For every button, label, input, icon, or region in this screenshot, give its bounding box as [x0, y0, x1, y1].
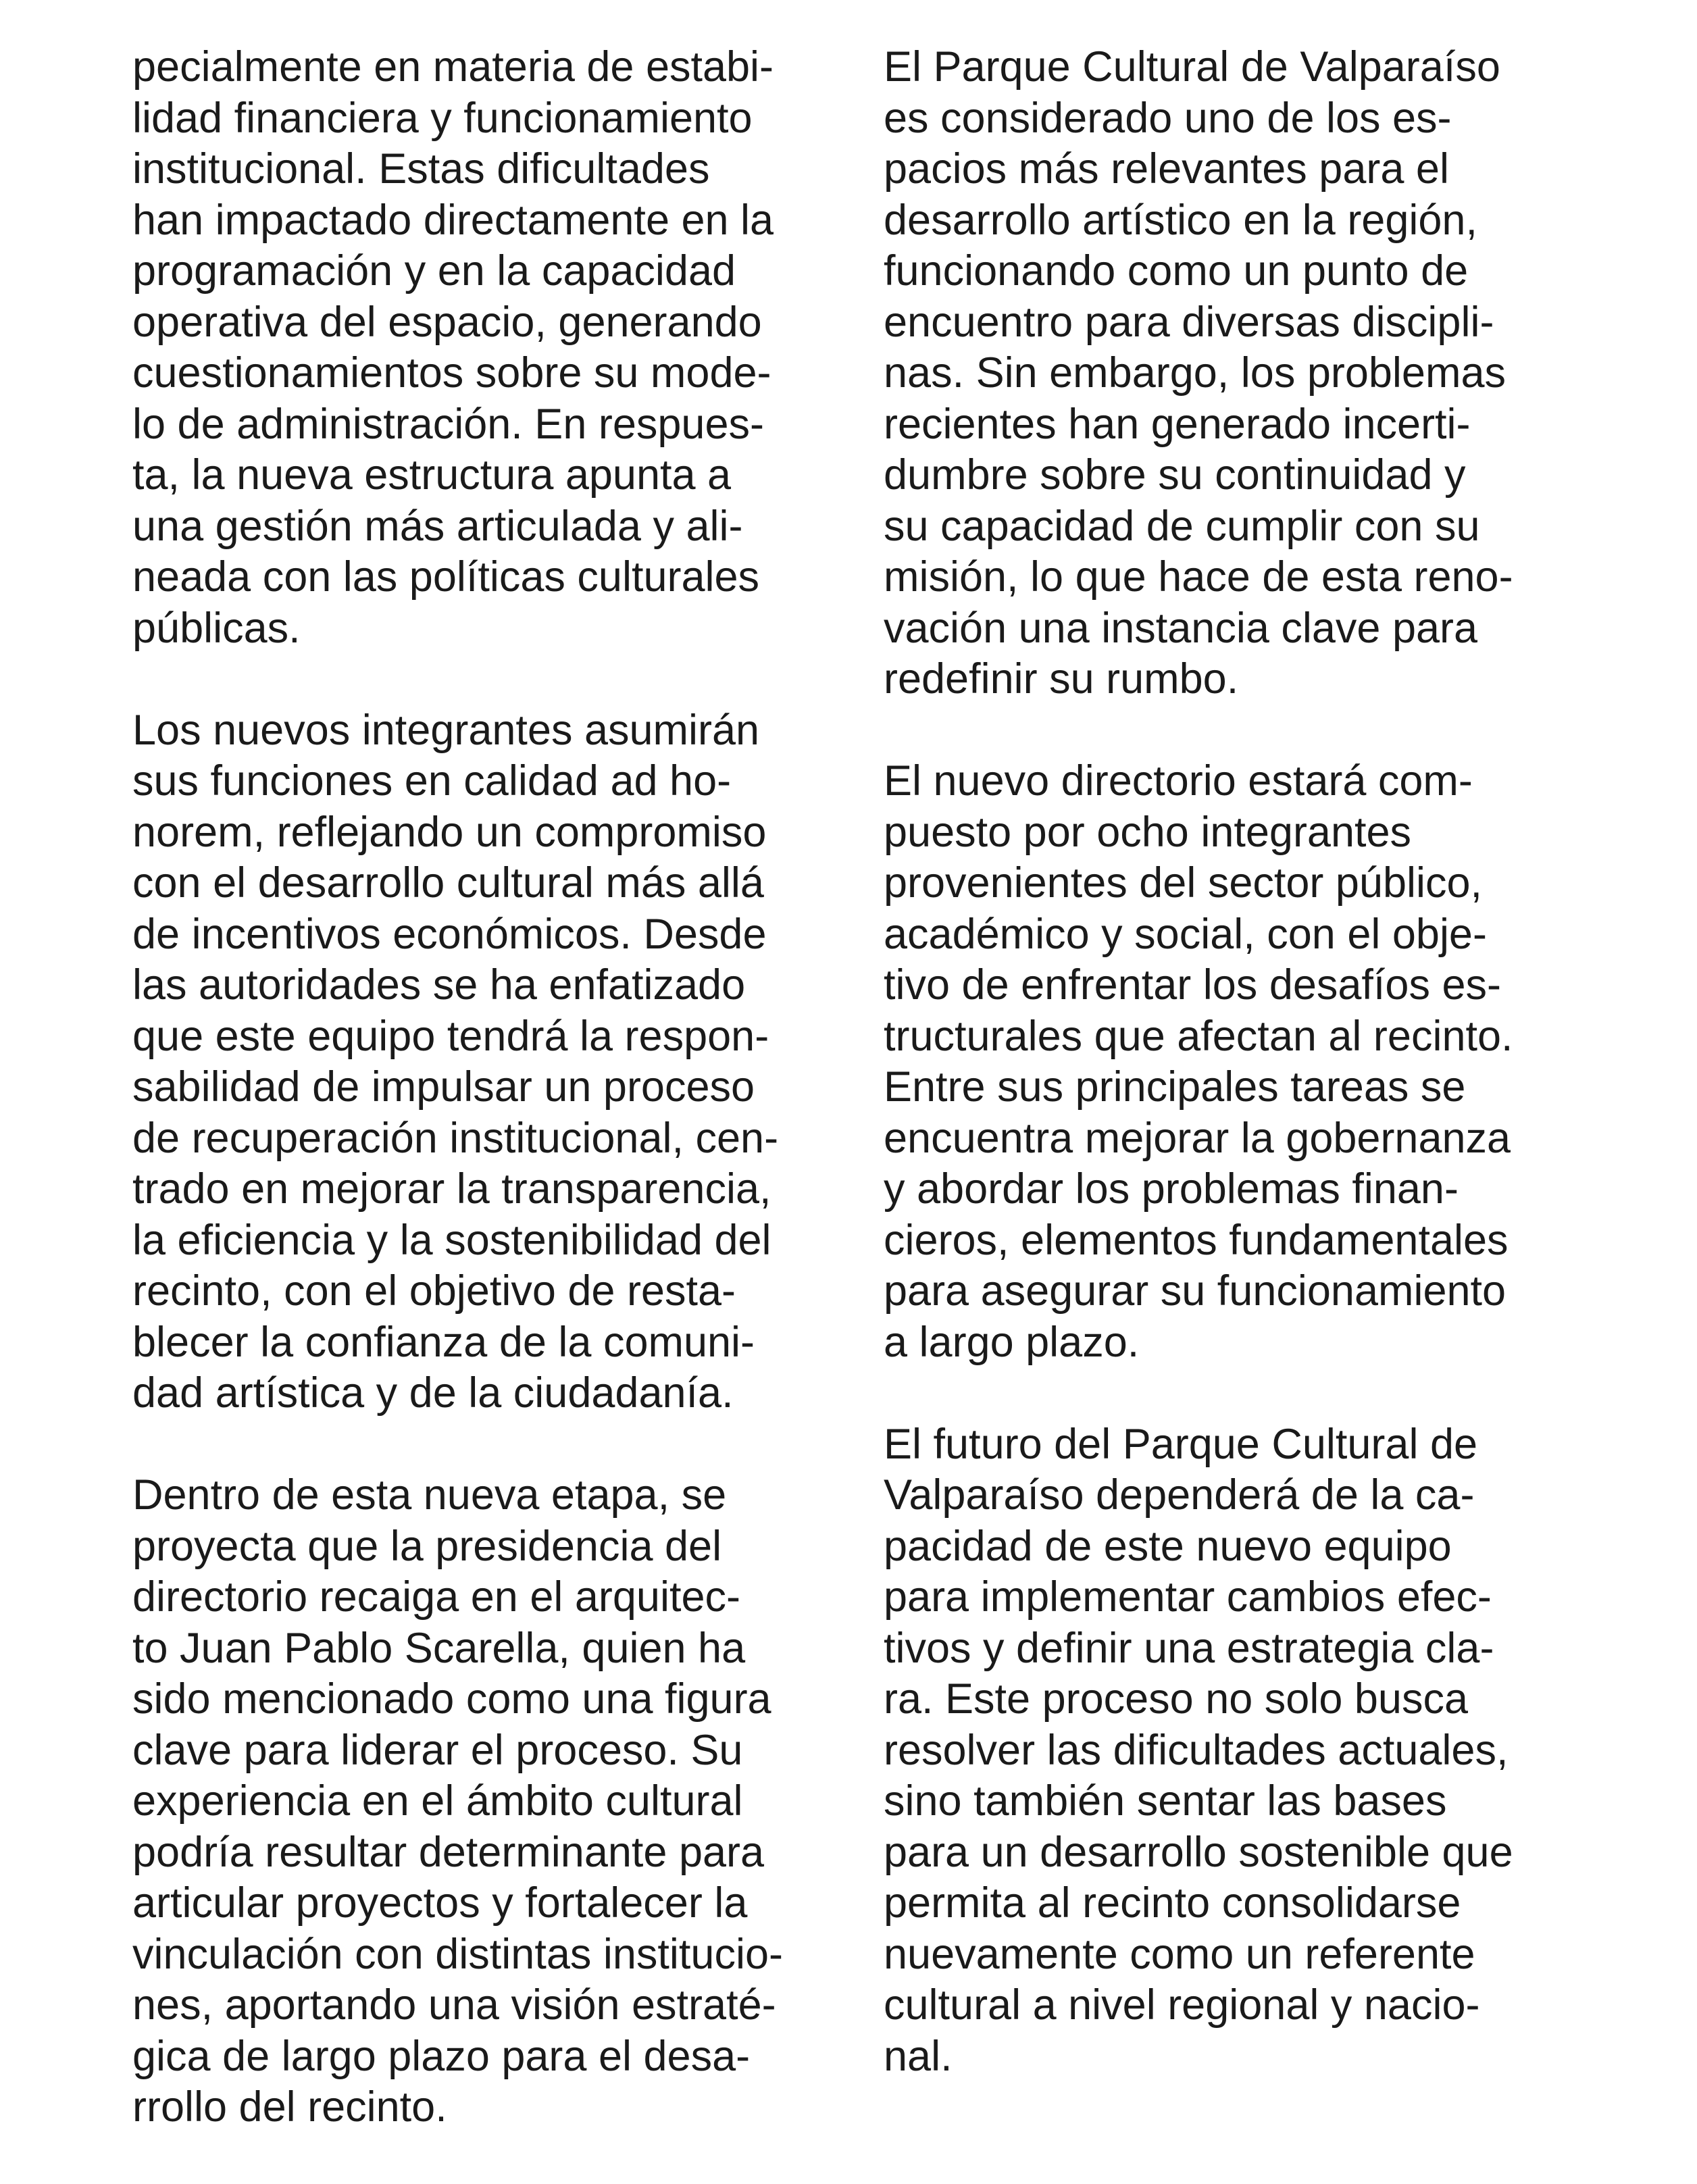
text-line: ta, la nueva estructura apunta a [132, 451, 732, 499]
text-line: vinculación con distintas institucio- [132, 1930, 783, 1978]
text-line: académico y social, con el obje- [884, 910, 1487, 958]
text-line: encuentro para diversas discipli- [884, 298, 1494, 346]
text-line: tivos y definir una estrategia cla- [884, 1624, 1494, 1672]
text-line: sido mencionado como una figura [132, 1675, 771, 1723]
text-line: han impactado directamente en la [132, 196, 774, 244]
paragraph [884, 756, 1586, 1368]
text-line: redefinir su rumbo. [884, 655, 1239, 703]
text-line: encuentra mejorar la gobernanza [884, 1114, 1511, 1162]
text-line: una gestión más articulada y ali- [132, 502, 743, 550]
text-line: misión, lo que hace de esta reno- [884, 553, 1513, 601]
text-line: dad artística y de la ciudadanía. [132, 1369, 734, 1417]
text-line: directorio recaiga en el arquitec- [132, 1573, 740, 1621]
text-line: para implementar cambios efec- [884, 1573, 1492, 1621]
text-line: blecer la confianza de la comuni- [132, 1318, 755, 1366]
text-line: gica de largo plazo para el desa- [132, 2032, 751, 2080]
text-line: de recuperación institucional, cen- [132, 1114, 779, 1162]
text-line: resolver las dificultades actuales, [884, 1726, 1509, 1774]
text-line: con el desarrollo cultural más allá [132, 859, 764, 907]
left-column [132, 42, 835, 2184]
text-line: podría resultar determinante para [132, 1828, 765, 1876]
text-line: trado en mejorar la transparencia, [132, 1165, 771, 1213]
text-line: pacidad de este nuevo equipo [884, 1522, 1452, 1570]
text-line: que este equipo tendrá la respon- [132, 1012, 769, 1060]
text-line: operativa del espacio, generando [132, 298, 762, 346]
text-line: para un desarrollo sostenible que [884, 1828, 1513, 1876]
text-line: lo de administración. En respues- [132, 400, 764, 448]
paragraph [132, 705, 835, 1419]
text-line: nes, aportando una visión estraté- [132, 1981, 776, 2029]
text-line: clave para liderar el proceso. Su [132, 1726, 743, 1774]
text-line: norem, reflejando un compromiso [132, 808, 767, 856]
text-line: sino también sentar las bases [884, 1777, 1447, 1825]
text-line: las autoridades se ha enfatizado [132, 961, 746, 1009]
text-line: sabilidad de impulsar un proceso [132, 1063, 755, 1111]
text-line: recinto, con el objetivo de resta- [132, 1267, 736, 1315]
text-line: articular proyectos y fortalecer la [132, 1879, 748, 1927]
text-line: institucional. Estas dificultades [132, 145, 710, 193]
text-line: tructurales que afectan al recinto. [884, 1012, 1513, 1060]
text-line: Los nuevos integrantes asumirán [132, 706, 760, 754]
text-line: dumbre sobre su continuidad y [884, 451, 1466, 499]
text-line: to Juan Pablo Scarella, quien ha [132, 1624, 746, 1672]
right-column [884, 42, 1586, 2133]
text-line: desarrollo artístico en la región, [884, 196, 1477, 244]
text-line: nal. [884, 2032, 953, 2080]
text-line: experiencia en el ámbito cultural [132, 1777, 743, 1825]
text-line: Valparaíso dependerá de la ca- [884, 1471, 1475, 1519]
text-line: y abordar los problemas finan- [884, 1165, 1459, 1213]
text-line: la eficiencia y la sostenibilidad del [132, 1216, 771, 1264]
text-line: ra. Este proceso no solo busca [884, 1675, 1468, 1723]
text-line: El nuevo directorio estará com- [884, 757, 1473, 805]
text-line: lidad financiera y funcionamiento [132, 94, 753, 142]
text-line: El futuro del Parque Cultural de [884, 1420, 1478, 1468]
text-line: pecialmente en materia de estabi- [132, 43, 774, 91]
text-line: funcionando como un punto de [884, 247, 1469, 295]
text-line: Dentro de esta nueva etapa, se [132, 1471, 727, 1519]
text-line: cuestionamientos sobre su mode- [132, 349, 771, 397]
text-line: para asegurar su funcionamiento [884, 1267, 1506, 1315]
text-line: recientes han generado incerti- [884, 400, 1471, 448]
text-line: El Parque Cultural de Valparaíso [884, 43, 1500, 91]
paragraph [132, 42, 835, 654]
text-line: nuevamente como un referente [884, 1930, 1475, 1978]
text-line: pacios más relevantes para el [884, 145, 1449, 193]
text-line: rrollo del recinto. [132, 2083, 447, 2131]
text-line: vación una instancia clave para [884, 604, 1478, 652]
text-line: su capacidad de cumplir con su [884, 502, 1480, 550]
text-line: provenientes del sector público, [884, 859, 1483, 907]
text-line: sus funciones en calidad ad ho- [132, 757, 732, 805]
paragraph [884, 1419, 1586, 2083]
text-line: de incentivos económicos. Desde [132, 910, 767, 958]
text-line: cieros, elementos fundamentales [884, 1216, 1509, 1264]
paragraph [884, 42, 1586, 705]
text-line: Entre sus principales tareas se [884, 1063, 1466, 1111]
text-line: programación y en la capacidad [132, 247, 736, 295]
text-line: cultural a nivel regional y nacio- [884, 1981, 1480, 2029]
text-line: neada con las políticas culturales [132, 553, 760, 601]
text-line: es considerado uno de los es- [884, 94, 1452, 142]
text-line: proyecta que la presidencia del [132, 1522, 722, 1570]
text-line: nas. Sin embargo, los problemas [884, 349, 1506, 397]
paragraph [132, 1470, 835, 2133]
text-line: puesto por ocho integrantes [884, 808, 1412, 856]
text-line: permita al recinto consolidarse [884, 1879, 1461, 1927]
text-line: tivo de enfrentar los desafíos es- [884, 961, 1501, 1009]
text-line: a largo plazo. [884, 1318, 1140, 1366]
text-line: públicas. [132, 604, 301, 652]
